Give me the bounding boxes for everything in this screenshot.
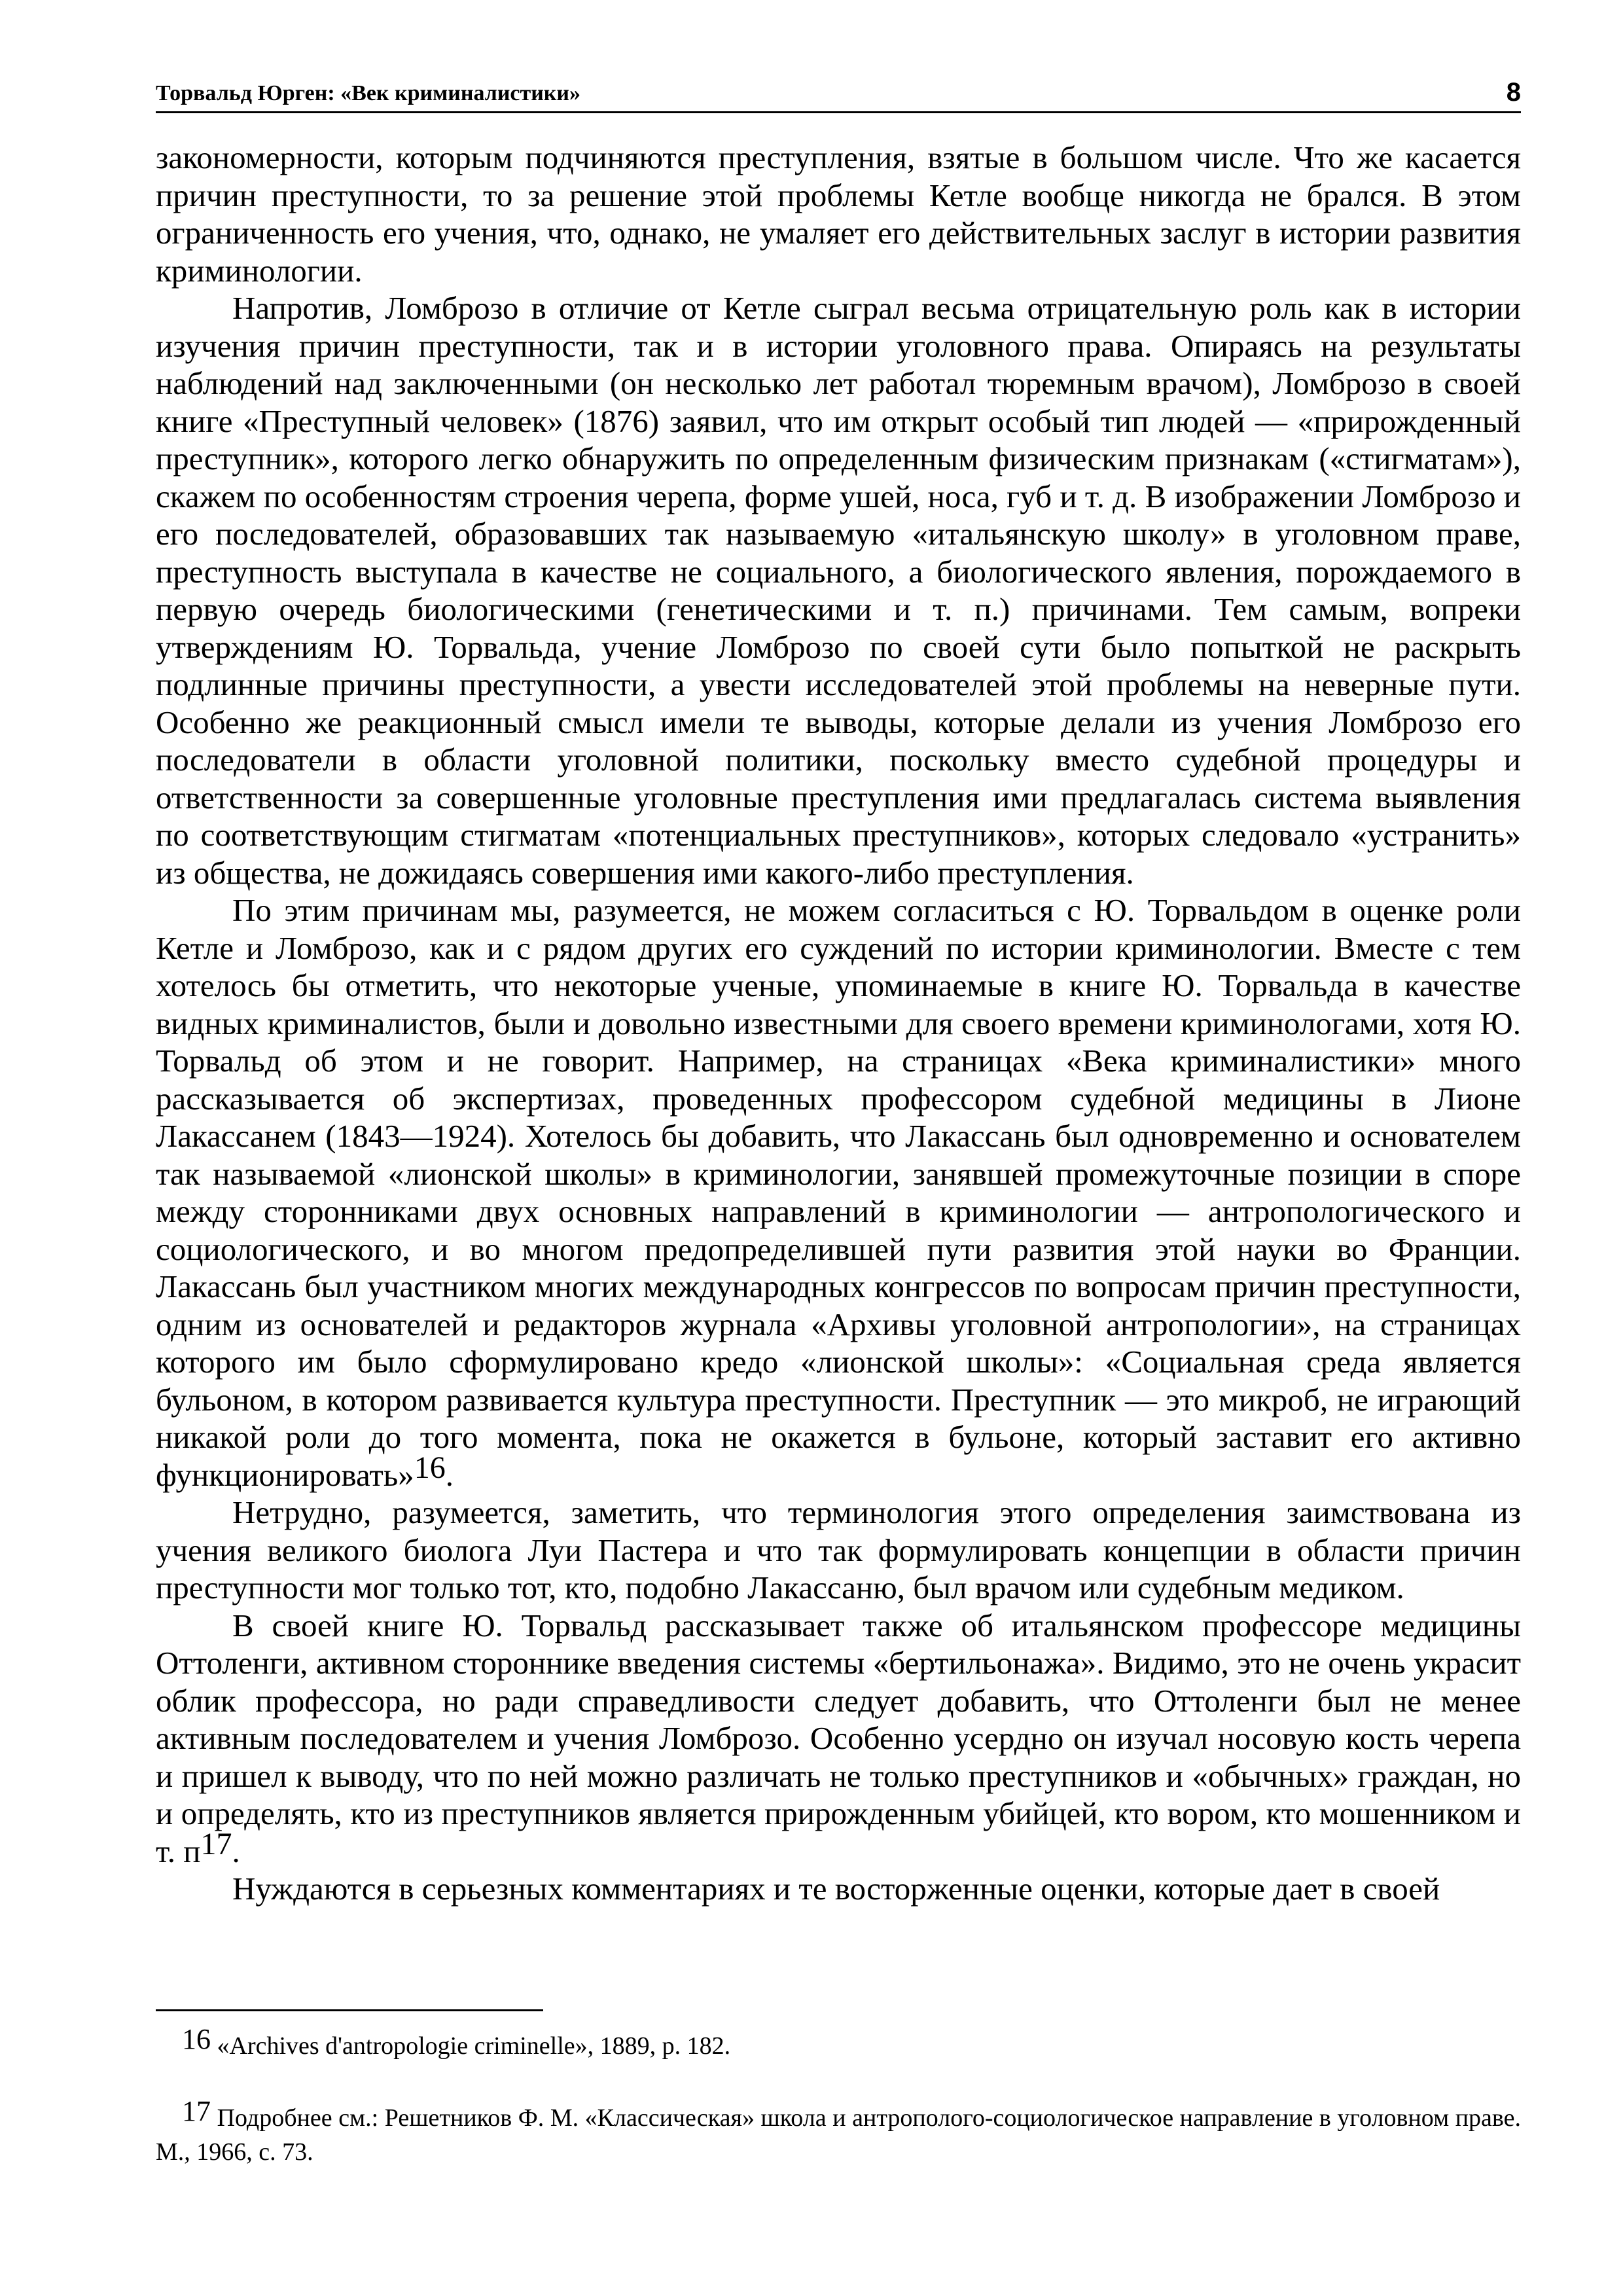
paragraph-3-text: По этим причинам мы, разумеется, не можем согласиться с Ю. Торвальдом в оценке роли Кетле и Ломброзо, как и с рядом других его суждений по истории криминологии. Вместе с тем хотелось бы отметить, что некоторые ученые, упоминаемые в книге Ю. Торвальда в качестве видных криминалистов, были и довольно известными для своего времени криминологами, хотя Ю. Торвальд об этом и не говорит. Например, на страницах «Века криминалистики» много рассказывается об экспертизах, проведенных профессором судебной медицины в Лионе Лакассанем (1843—1924). Хотелось бы добавить, что Лакассань был одновременно и основателем так называемой «лионской школы» в криминологии, занявшей промежуточные позиции в споре между сторонниками двух основных направлений в криминологии — антропологического и социологического, и во многом предопределившей пути развития этой науки во Франции. Лакассань был участником многих международных конгрессов по вопросам причин преступности, одним из основателей и редакторов журнала «Архивы уголовной антропологии», на страницах которого им было сформулировано кредо «лионской школы»: «Социальная среда является бульоном, в котором развивается культура преступности. Преступник — это микроб, не играющий никакой роли до того момента, пока не окажется в бульоне, который заставит его активно функционировать» — [156, 892, 1521, 1493]
footnote-text: Подробнее см.: Решетников Ф. М. «Классическая» школа и антрополого-социологическое направление в уголовном праве. М., 1966, с. 73. — [156, 2104, 1521, 2166]
paragraph-3-end: . — [445, 1456, 454, 1493]
footnote-17 — [156, 2095, 1521, 2169]
paragraph-3 — [156, 891, 1521, 1494]
book-title: Торвальд Юрген: «Век криминалистики» — [156, 81, 580, 105]
footnotes — [156, 2023, 1521, 2169]
running-header — [156, 71, 1521, 113]
footnote-number: 16 — [182, 2023, 211, 2055]
main-text — [156, 139, 1521, 1908]
footnote-text: «Archives d'antropologie criminelle», 1889, p. 182. — [217, 2032, 731, 2060]
paragraph-6: Нуждаются в серьезных комментариях и те восторженные оценки, которые дает в своей — [232, 1871, 1440, 1907]
footnote-16 — [156, 2023, 1521, 2063]
paragraph-2: Напротив, Ломброзо в отличие от Кетле сыграл весьма отрицательную роль как в истории изучения причин преступности, так и в истории уголовного права. Опираясь на результаты наблюдений над заключенными (он несколько лет работал тюремным врачом), Ломброзо в своей книге «Преступный человек» (1876) заявил, что им открыт особый тип людей — «прирожденный преступник», которого легко обнаружить по определенным физическим признакам («стигматам»), скажем по особенностям строения черепа, форме ушей, носа, губ и т. д. В изображении Ломброзо и его последователей, образовавших так называемую «итальянскую школу» в уголовном праве, преступность выступала в качестве не социального, а биологического явления, порождаемого в первую очередь биологическими (генетическими и т. п.) причинами. Тем самым, вопреки утверждениям Ю. Торвальда, учение Ломброзо по своей сути было попыткой не раскрыть подлинные причины преступности, а увести исследователей этой проблемы на неверные пути. Особенно же реакционный смысл имели те выводы, которые делали из учения Ломброзо его последователи в области уголовной политики, поскольку вместо судебной процедуры и ответственности за совершенные уголовные преступления ими предлагалась система выявления по соответствующим стигматам «потенциальных преступников», которых следовало «устранить» из общества, не дожидаясь совершения ими какого-либо преступления. — [156, 290, 1521, 891]
paragraph-5 — [156, 1607, 1521, 1871]
footnote-ref-17[interactable]: 17 — [200, 1826, 232, 1861]
paragraph-4: Нетрудно, разумеется, заметить, что терминология этого определения заимствована из учения великого биолога Луи Пастера и что так формулировать концепции в области причин преступности мог только тот, кто, подобно Лакассаню, был врачом или судебным медиком. — [156, 1494, 1521, 1605]
footnote-ref-16[interactable]: 16 — [414, 1450, 446, 1485]
paragraph-1: закономерности, которым подчиняются преступления, взятые в большом числе. Что же касается причин преступности, то за решение этой проблемы Кетле вообще никогда не брался. В этом ограниченность его учения, что, однако, не умаляет его действительных заслуг в истории развития криминологии. — [156, 139, 1521, 289]
footnote-separator — [156, 2009, 543, 2011]
page-number: 8 — [1506, 78, 1521, 107]
footnote-number: 17 — [182, 2095, 211, 2127]
paragraph-5-text: В своей книге Ю. Торвальд рассказывает также об итальянском профессоре медицины Оттоленги, активном стороннике введения системы «бертильонажа». Видимо, это не очень украсит облик профессора, но ради справедливости следует добавить, что Оттоленги был не менее активным последователем и учения Ломброзо. Особенно усердно он изучал носовую кость черепа и пришел к выводу, что по ней можно различать не только преступников и «обычных» граждан, но и определять, кто из преступников является прирожденным убийцей, кто вором, кто мошенником и т. п — [156, 1607, 1521, 1869]
paragraph-5-end: . — [232, 1833, 240, 1869]
